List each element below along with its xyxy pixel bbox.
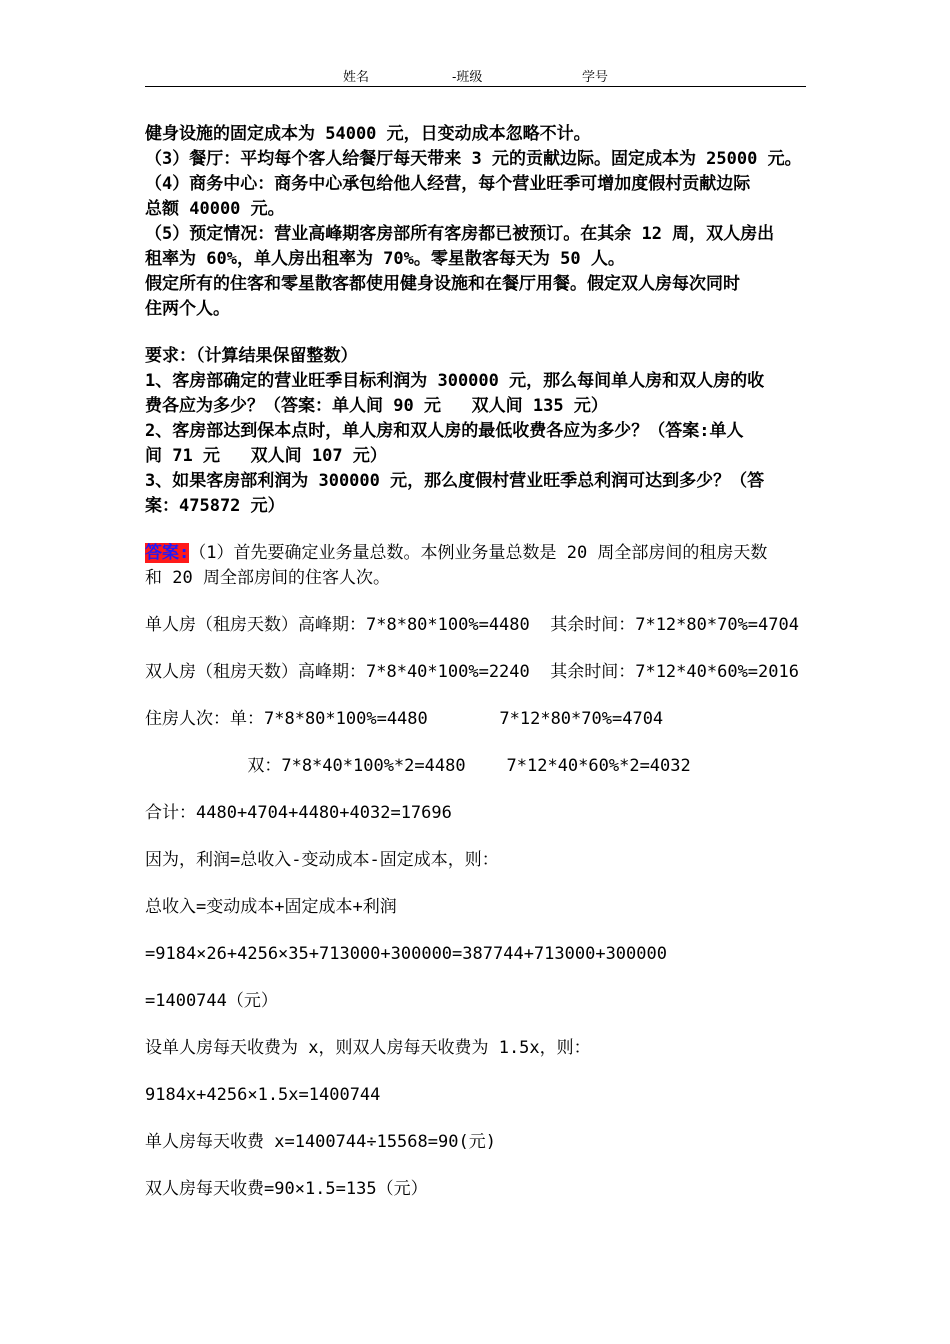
calc-line: 因为，利润=总收入-变动成本-固定成本，则： [145,850,499,870]
calc-line: =1400744（元） [145,991,278,1011]
problem-intro [145,122,825,322]
calc-line: 单人房（租房天数）高峰期：7*8*80*100%=4480 其余时间：7*12*80*70%=4704 [145,615,799,635]
requirement-line: 3、如果客房部利润为 300000 元，那么度假村营业旺季总利润可达到多少？（答 [145,471,765,491]
answer-text: （1）首先要确定业务量总数。本例业务量总数是 20 周全部房间的租房天数 [189,543,768,563]
answer-intro [145,541,825,591]
calc-line: 双人房每天收费=90×1.5=135（元） [145,1179,428,1199]
intro-line: 假定所有的住客和零星散客都使用健身设施和在餐厅用餐。假定双人房每次同时 [145,274,740,294]
calc-line: 合计：4480+4704+4480+4032=17696 [145,803,452,823]
intro-line: 总额 40000 元。 [145,199,285,219]
intro-line: （3）餐厅：平均每个客人给餐厅每天带来 3 元的贡献边际。固定成本为 25000 元。 [145,149,802,169]
document-body [145,122,825,1201]
calc-line: 双：7*8*40*100%*2=4480 7*12*40*60%*2=4032 [145,756,691,776]
requirement-line: 1、客房部确定的营业旺季目标利润为 300000 元，那么每间单人房和双人房的收 [145,371,765,391]
calc-line: 单人房每天收费 x=1400744÷15568=90(元) [145,1132,496,1152]
answer-tag: 答案: [145,543,190,563]
calc-line: 住房人次：单：7*8*80*100%=4480 7*12*80*70%=4704 [145,709,664,729]
requirement-line: 案：475872 元） [145,496,285,516]
calc-line: 设单人房每天收费为 x，则双人房每天收费为 1.5x，则： [145,1038,591,1058]
requirement-line: 费各应为多少？（答案：单人间 90 元 双人间 135 元） [145,396,608,416]
calc-line: 总收入=变动成本+固定成本+利润 [145,897,397,917]
name-label: 姓名 [343,70,370,85]
answer-text: 和 20 周全部房间的住客人次。 [145,568,390,588]
class-label: -班级 [452,70,483,85]
intro-line: （4）商务中心：商务中心承包给他人经营，每个营业旺季可增加度假村贡献边际 [145,174,751,194]
intro-line: （5）预定情况：营业高峰期客房部所有客房都已被预订。在其余 12 周，双人房出 [145,224,775,244]
intro-line: 健身设施的固定成本为 54000 元，日变动成本忽略不计。 [145,124,591,144]
calc-line: 双人房（租房天数）高峰期：7*8*40*100%=2240 其余时间：7*12*40*60%=2016 [145,662,799,682]
requirement-line: 间 71 元 双人间 107 元） [145,446,387,466]
intro-line: 住两个人。 [145,299,230,319]
intro-line: 租率为 60%，单人房出租率为 70%。零星散客每天为 50 人。 [145,249,625,269]
calculation-steps [145,613,825,1201]
calc-line: =9184×26+4256×35+713000+300000=387744+713000+300000 [145,944,667,964]
student-id-label: 学号 [582,70,609,85]
requirement-line: 2、客房部达到保本点时，单人房和双人房的最低收费各应为多少？（答案:单人 [145,421,744,441]
calc-line: 9184x+4256×1.5x=1400744 [145,1085,381,1105]
requirements [145,344,825,519]
page-header [145,64,806,87]
requirement-line: 要求：（计算结果保留整数） [145,346,358,366]
